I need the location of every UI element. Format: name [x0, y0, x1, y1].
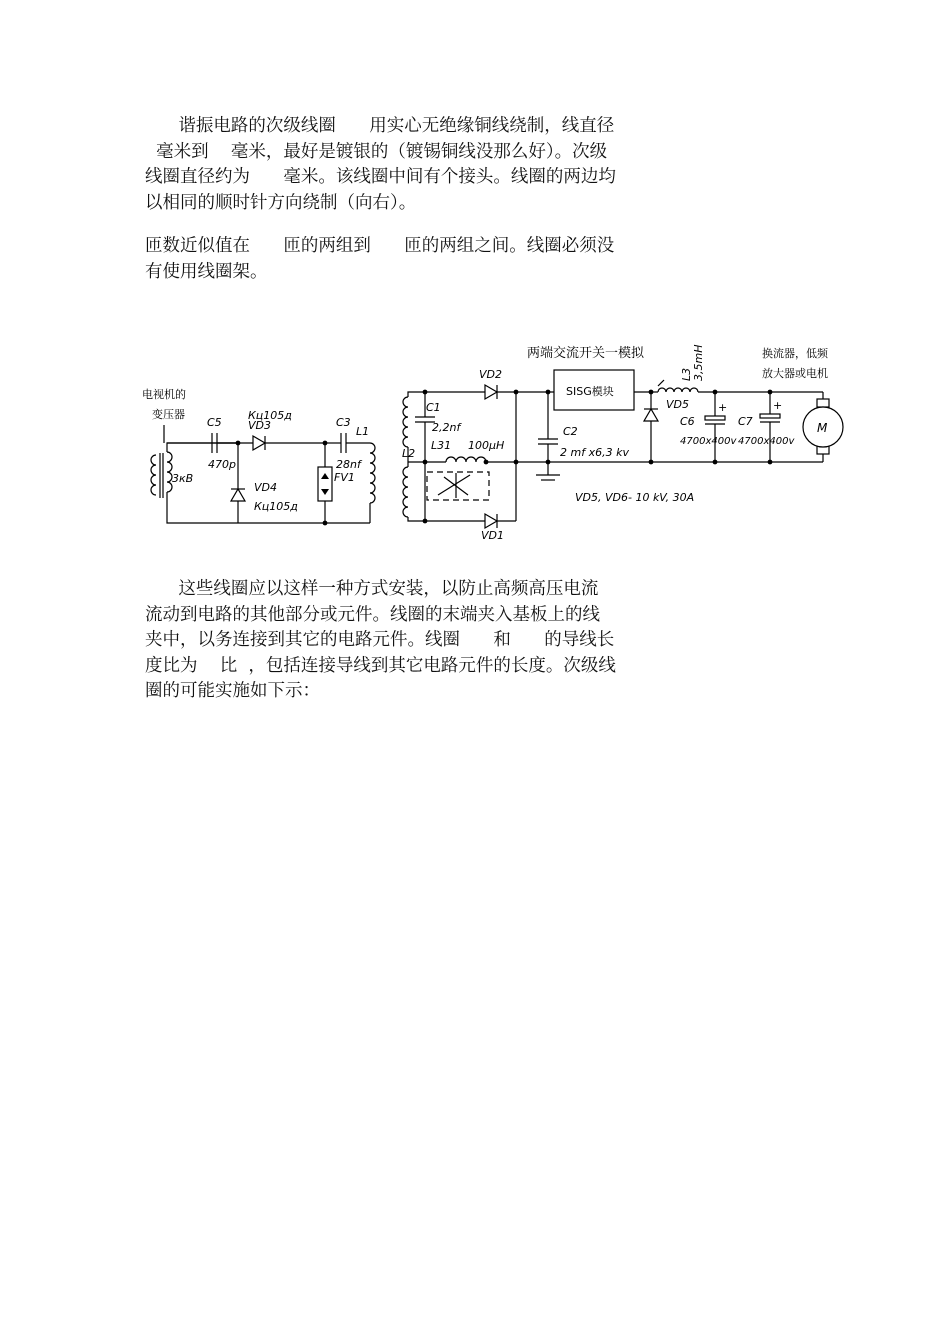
- l31-label: L31: [431, 439, 452, 452]
- c5-label: C5: [207, 416, 222, 429]
- vd3-label: VD3: [248, 419, 271, 432]
- text-line: 这些线圈应以这样一种方式安装，以防止高频高压电流: [145, 579, 599, 599]
- circuit-schematic: [140, 335, 860, 550]
- text-line: 匝数近似值在 匝的两组到 匝的两组之间。线圈必须没: [145, 236, 615, 256]
- l3-value: 3,5mH: [692, 344, 705, 381]
- c5-value: 470p: [208, 458, 236, 471]
- tv-transformer-label: 变压器: [152, 408, 185, 421]
- vd3-type: Кц105д: [248, 409, 292, 422]
- capacitor-c3-icon: [341, 433, 346, 453]
- capacitor-c2-icon: [538, 439, 558, 444]
- c3-value: 28nf: [336, 458, 361, 471]
- diode-vd3-icon: [253, 436, 265, 450]
- c3-label: C3: [336, 416, 351, 429]
- load-label: 放大器或电机: [762, 367, 828, 380]
- text-line: 度比为 比 ，包括连接导线到其它电路元件的长度。次级线: [145, 655, 616, 676]
- diode-vd2-icon: [485, 385, 497, 399]
- plus-c6: +: [718, 401, 728, 414]
- diode-vd4-icon: [231, 489, 245, 501]
- switch-title: 两端交流开关一模拟: [527, 346, 645, 361]
- text-line: 毫米到 毫米，最好是镀银的（镀锡铜线没那么好）。次级: [145, 141, 608, 162]
- text-line: 圈的可能实施如下示：: [145, 681, 320, 701]
- ground-icon: [536, 475, 560, 480]
- vd4-label: VD4: [254, 481, 277, 494]
- c6-label: C6: [680, 415, 695, 428]
- vd2-label: VD2: [479, 368, 502, 381]
- voltage-label: 3кВ: [172, 472, 194, 485]
- paragraph-secondary-coil: [145, 114, 655, 216]
- diode-rating: VD5, VD6- 10 kV, 30A: [575, 491, 695, 504]
- switch-block-icon: [427, 472, 489, 500]
- coil-l1-icon: [370, 443, 375, 503]
- paragraph-turns: [145, 234, 655, 285]
- text-line: 谐振电路的次级线圈 用实心无绝缘铜线绕制，线直径: [145, 116, 615, 136]
- c1-label: C1: [426, 401, 441, 414]
- vd5-label: VD5: [666, 398, 689, 411]
- c2-value: 2 mf x6,3 kv: [560, 446, 629, 459]
- paragraph-mounting: [145, 577, 655, 705]
- load-label: 换流器，低频: [762, 347, 828, 360]
- text-line: 夹中，以务连接到其它的电路元件。线圈 和 的导线长: [145, 630, 615, 650]
- diode-vd1-icon: [485, 514, 497, 528]
- c2-label: C2: [563, 425, 578, 438]
- l1-label: L1: [356, 425, 370, 438]
- tv-transformer-label: 电视机的: [142, 388, 186, 401]
- capacitor-c6-icon: [705, 416, 725, 424]
- text-line: 以相同的顺时针方向绕制（向右）。: [145, 192, 417, 213]
- motor-label: M: [817, 421, 828, 435]
- c7-value: 4700x400v: [738, 436, 795, 447]
- l31-value: 100µH: [468, 439, 505, 452]
- c7-label: C7: [738, 415, 753, 428]
- vd1-label: VD1: [481, 529, 504, 542]
- l3-label: L3: [680, 367, 693, 381]
- tv-transformer-icon: [151, 452, 172, 498]
- c6-value: 4700x400v: [680, 436, 737, 447]
- plus-c7: +: [773, 399, 783, 412]
- c1-value: 2,2nf: [432, 421, 461, 434]
- text-line: 有使用线圈架。: [145, 261, 268, 282]
- diode-vd5-icon: [644, 409, 658, 421]
- text-line: 流动到电路的其他部分或元件。线圈的末端夹入基板上的线: [145, 604, 600, 625]
- capacitor-c7-icon: [760, 414, 780, 422]
- fv1-label: FV1: [334, 471, 355, 484]
- module-label: SISG模块: [566, 385, 614, 398]
- text-line: 线圈直径约为 毫米。该线圈中间有个接头。线圈的两边均: [145, 167, 616, 187]
- spark-gap-fv1-icon: [318, 467, 332, 501]
- l2-label: L2: [402, 447, 416, 460]
- coil-l31-icon: [446, 457, 486, 462]
- vd4-type: Кц105д: [254, 500, 298, 513]
